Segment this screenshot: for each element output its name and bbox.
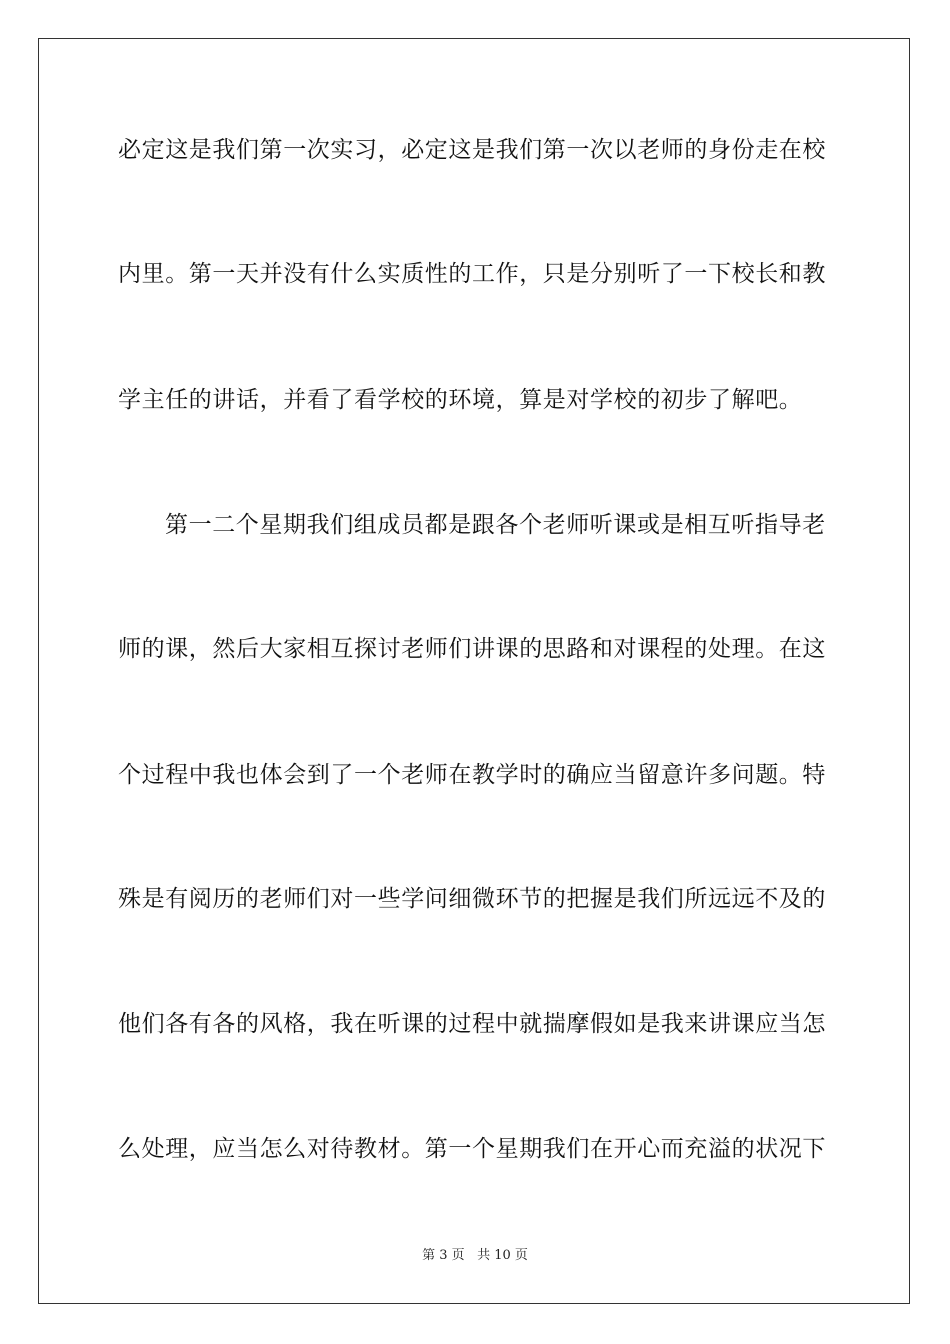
page-frame xyxy=(38,38,910,1304)
paragraph-line-6: 个过程中我也体会到了一个老师在教学时的确应当留意许多问题。特 xyxy=(118,762,826,788)
paragraph-line-7: 殊是有阅历的老师们对一些学问细微环节的把握是我们所远远不及的 xyxy=(118,886,826,912)
paragraph-line-5: 师的课，然后大家相互探讨老师们讲课的思路和对课程的处理。在这 xyxy=(118,636,826,662)
page-total: 共 10 页 xyxy=(477,1248,528,1263)
paragraph-line-8: 他们各有各的风格，我在听课的过程中就揣摩假如是我来讲课应当怎 xyxy=(118,1011,826,1037)
paragraph-line-2: 内里。第一天并没有什么实质性的工作，只是分别听了一下校长和教 xyxy=(118,261,826,287)
paragraph-line-1: 必定这是我们第一次实习，必定这是我们第一次以老师的身份走在校 xyxy=(118,137,826,163)
page-number: 第 3 页 xyxy=(422,1248,465,1263)
paragraph-line-3: 学主任的讲话，并看了看学校的环境，算是对学校的初步了解吧。 xyxy=(118,387,803,413)
paragraph-line-9: 么处理，应当怎么对待教材。第一个星期我们在开心而充溢的状况下 xyxy=(118,1136,826,1162)
paragraph-line-4: 第一二个星期我们组成员都是跟各个老师听课或是相互听指导老 xyxy=(165,512,826,538)
page-footer xyxy=(0,1247,950,1265)
